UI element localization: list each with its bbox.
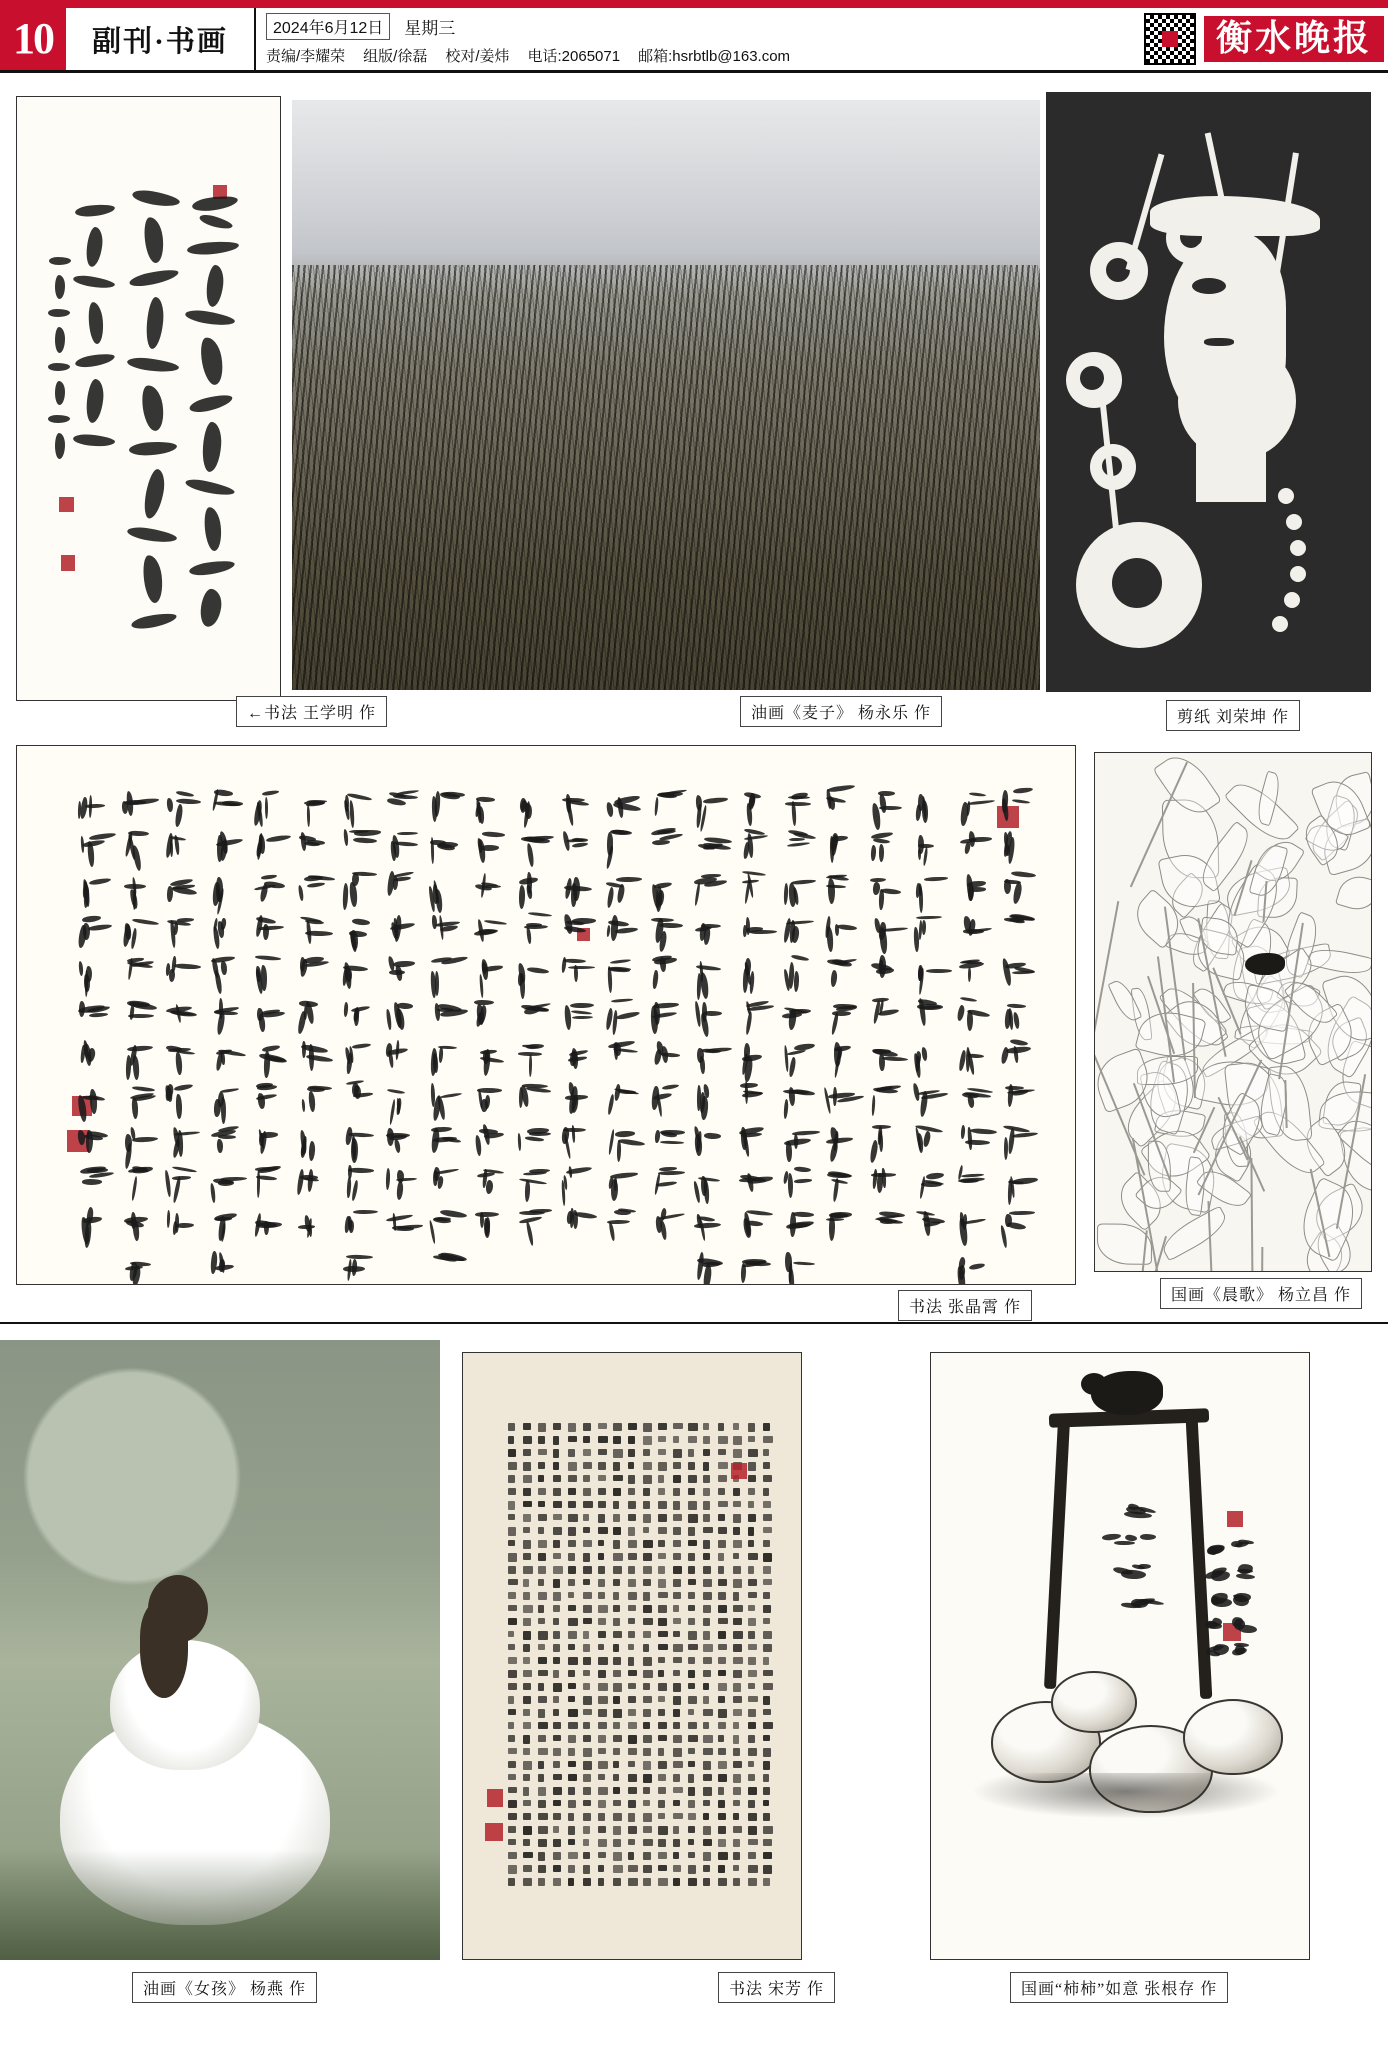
artwork-calligraphy-wang bbox=[16, 96, 281, 701]
masthead-top-rule bbox=[0, 0, 1388, 8]
seal-stamp bbox=[731, 1463, 747, 1479]
section-divider bbox=[0, 1322, 1388, 1324]
artwork-guohua-persimmon bbox=[930, 1352, 1310, 1960]
caption-papercut-liu: 剪纸 刘荣坤 作 bbox=[1166, 700, 1300, 731]
caption-guohua-persimmon: 国画“柿柿”如意 张根存 作 bbox=[1010, 1972, 1228, 2003]
artwork-guohua-morningsong bbox=[1094, 752, 1372, 1272]
small-script-surface bbox=[463, 1353, 801, 1959]
artwork-papercut-liu bbox=[1046, 92, 1371, 692]
caption-calligraphy-wang: ←书法 王学明 作 bbox=[236, 696, 387, 727]
artwork-oil-wheat bbox=[292, 100, 1040, 690]
calligraphy-surface bbox=[17, 97, 280, 700]
calligraphy-surface bbox=[17, 746, 1075, 1284]
email-address: 邮箱:hsrbtlb@163.com bbox=[638, 47, 791, 65]
wheat-field-image bbox=[292, 100, 1040, 690]
publication-weekday: 星期三 bbox=[404, 18, 456, 38]
line-drawing-image bbox=[1095, 753, 1371, 1271]
masthead-bottom-rule bbox=[0, 70, 1388, 73]
caption-oil-wheat: 油画《麦子》 杨永乐 作 bbox=[740, 696, 942, 727]
publication-date: 2024年6月12日 bbox=[266, 13, 390, 40]
artwork-oil-girl bbox=[0, 1340, 440, 1960]
papercut-image bbox=[1046, 92, 1371, 692]
page-number: 10 bbox=[0, 8, 66, 70]
persimmon-painting-image bbox=[931, 1353, 1309, 1959]
newspaper-logo: 衡水晚报 bbox=[1204, 16, 1384, 62]
girl-painting-image bbox=[0, 1340, 440, 1960]
masthead bbox=[0, 0, 1388, 78]
seal-stamp bbox=[487, 1789, 503, 1807]
hair-shape bbox=[140, 1602, 188, 1698]
artwork-calligraphy-songfang bbox=[462, 1352, 802, 1960]
layout-credit: 组版/徐磊 bbox=[363, 47, 428, 65]
masthead-brand bbox=[1088, 8, 1388, 70]
caption-guohua-morningsong: 国画《晨歌》 杨立昌 作 bbox=[1160, 1278, 1362, 1309]
proofreader-credit: 校对/姜炜 bbox=[445, 47, 510, 65]
artwork-calligraphy-zhang bbox=[16, 745, 1076, 1285]
caption-calligraphy-songfang: 书法 宋芳 作 bbox=[718, 1972, 835, 2003]
section-title: 副刊·书画 bbox=[66, 8, 256, 70]
editor-credit: 责编/李耀荣 bbox=[266, 47, 346, 65]
caption-calligraphy-zhang: 书法 张晶霄 作 bbox=[898, 1290, 1032, 1321]
qr-code-icon[interactable] bbox=[1144, 13, 1196, 65]
seal-stamp bbox=[485, 1823, 503, 1841]
bird-figure bbox=[1245, 953, 1285, 975]
phone-number: 电话:2065071 bbox=[527, 47, 621, 65]
masthead-meta bbox=[256, 8, 1088, 70]
caption-oil-girl: 油画《女孩》 杨燕 作 bbox=[132, 1972, 317, 2003]
